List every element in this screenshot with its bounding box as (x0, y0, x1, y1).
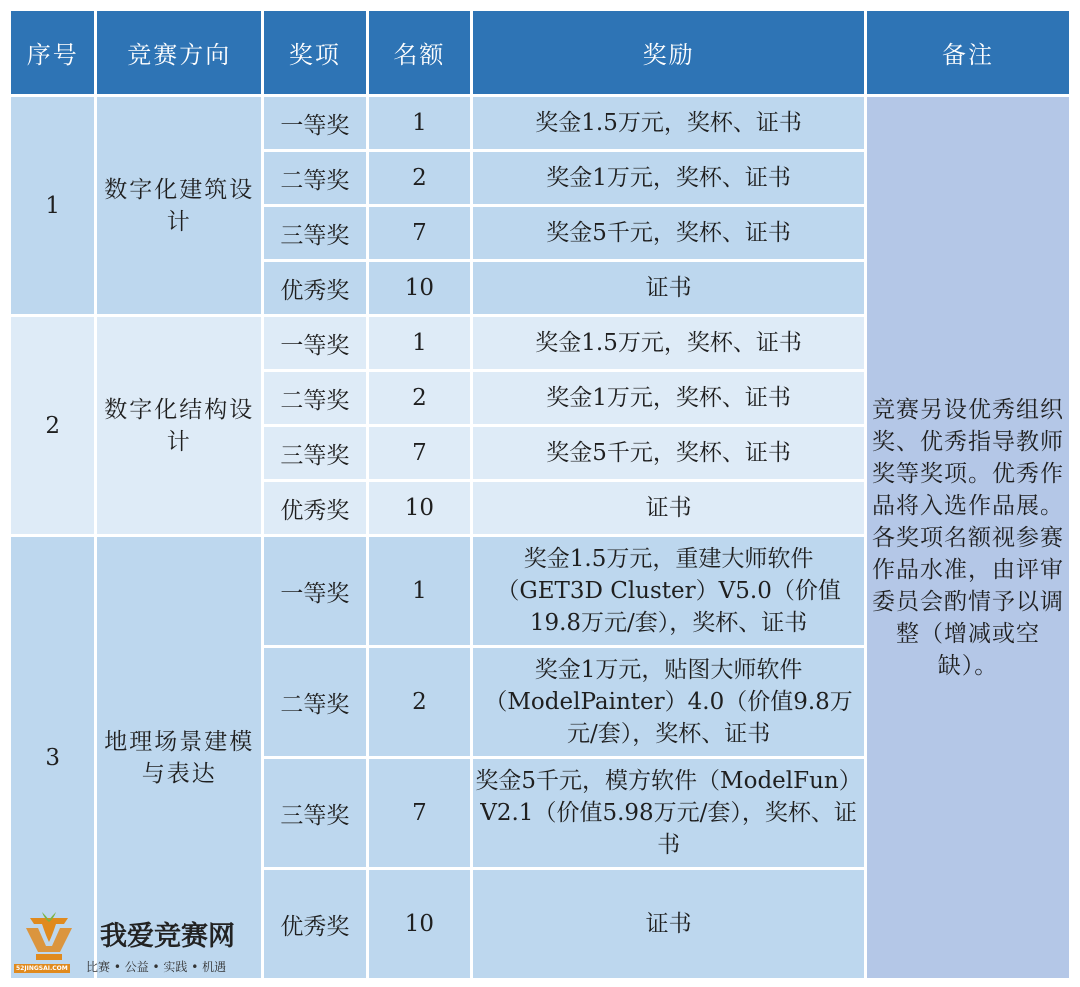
reward-cell: 证书 (472, 481, 866, 536)
count-cell: 10 (367, 869, 471, 980)
reward-cell: 奖金5千元，模方软件（ModelFun）V2.1（价值5.98万元/套），奖杯、证书 (472, 758, 866, 869)
count-cell: 1 (367, 316, 471, 371)
prize-cell: 优秀奖 (263, 261, 367, 316)
watermark-name: 我爱竞赛网 (100, 921, 235, 952)
reward-cell: 证书 (472, 869, 866, 980)
header-reward: 奖励 (472, 10, 866, 96)
count-cell: 1 (367, 96, 471, 151)
award-table (8, 8, 1072, 981)
prize-cell: 一等奖 (263, 536, 367, 647)
watermark-logo (14, 912, 254, 978)
header-prize: 奖项 (263, 10, 367, 96)
prize-cell: 优秀奖 (263, 869, 367, 980)
count-cell: 2 (367, 647, 471, 758)
group-no: 1 (10, 96, 96, 316)
prize-cell: 一等奖 (263, 96, 367, 151)
watermark-site: 52JINGSAI.COM (16, 965, 68, 972)
trophy-icon (16, 912, 82, 964)
group-direction: 数字化建筑设计 (96, 96, 263, 316)
watermark-tagline: 比赛 • 公益 • 实践 • 机遇 (86, 960, 227, 974)
header-count: 名额 (367, 10, 471, 96)
table-row (10, 96, 1071, 151)
reward-cell: 奖金1.5万元，奖杯、证书 (472, 96, 866, 151)
count-cell: 10 (367, 261, 471, 316)
prize-cell: 三等奖 (263, 206, 367, 261)
group-direction: 数字化结构设计 (96, 316, 263, 536)
prize-cell: 二等奖 (263, 647, 367, 758)
reward-cell: 奖金1万元，奖杯、证书 (472, 151, 866, 206)
prize-cell: 三等奖 (263, 426, 367, 481)
note-cell: 竞赛另设优秀组织奖、优秀指导教师奖等奖项。优秀作品将入选作品展。各奖项名额视参赛作品水准，由评审委员会酌情予以调整（增减或空缺）。 (866, 96, 1071, 980)
header-row (10, 10, 1071, 96)
group-no: 3 (10, 536, 96, 980)
header-note: 备注 (866, 10, 1071, 96)
count-cell: 1 (367, 536, 471, 647)
count-cell: 7 (367, 426, 471, 481)
group-no: 2 (10, 316, 96, 536)
count-cell: 2 (367, 151, 471, 206)
reward-cell: 奖金1.5万元，重建大师软件（GET3D Cluster）V5.0（价值19.8万元/套），奖杯、证书 (472, 536, 866, 647)
reward-cell: 证书 (472, 261, 866, 316)
count-cell: 2 (367, 371, 471, 426)
reward-cell: 奖金5千元，奖杯、证书 (472, 426, 866, 481)
reward-cell: 奖金1万元，奖杯、证书 (472, 371, 866, 426)
prize-cell: 一等奖 (263, 316, 367, 371)
group-direction: 地理场景建模与表达 (96, 536, 263, 980)
prize-cell: 优秀奖 (263, 481, 367, 536)
reward-cell: 奖金5千元，奖杯、证书 (472, 206, 866, 261)
count-cell: 10 (367, 481, 471, 536)
count-cell: 7 (367, 758, 471, 869)
prize-cell: 三等奖 (263, 758, 367, 869)
count-cell: 7 (367, 206, 471, 261)
prize-cell: 二等奖 (263, 151, 367, 206)
reward-cell: 奖金1万元，贴图大师软件（ModelPainter）4.0（价值9.8万元/套），奖杯、证书 (472, 647, 866, 758)
prize-cell: 二等奖 (263, 371, 367, 426)
header-direction: 竞赛方向 (96, 10, 263, 96)
reward-cell: 奖金1.5万元，奖杯、证书 (472, 316, 866, 371)
header-no: 序号 (10, 10, 96, 96)
